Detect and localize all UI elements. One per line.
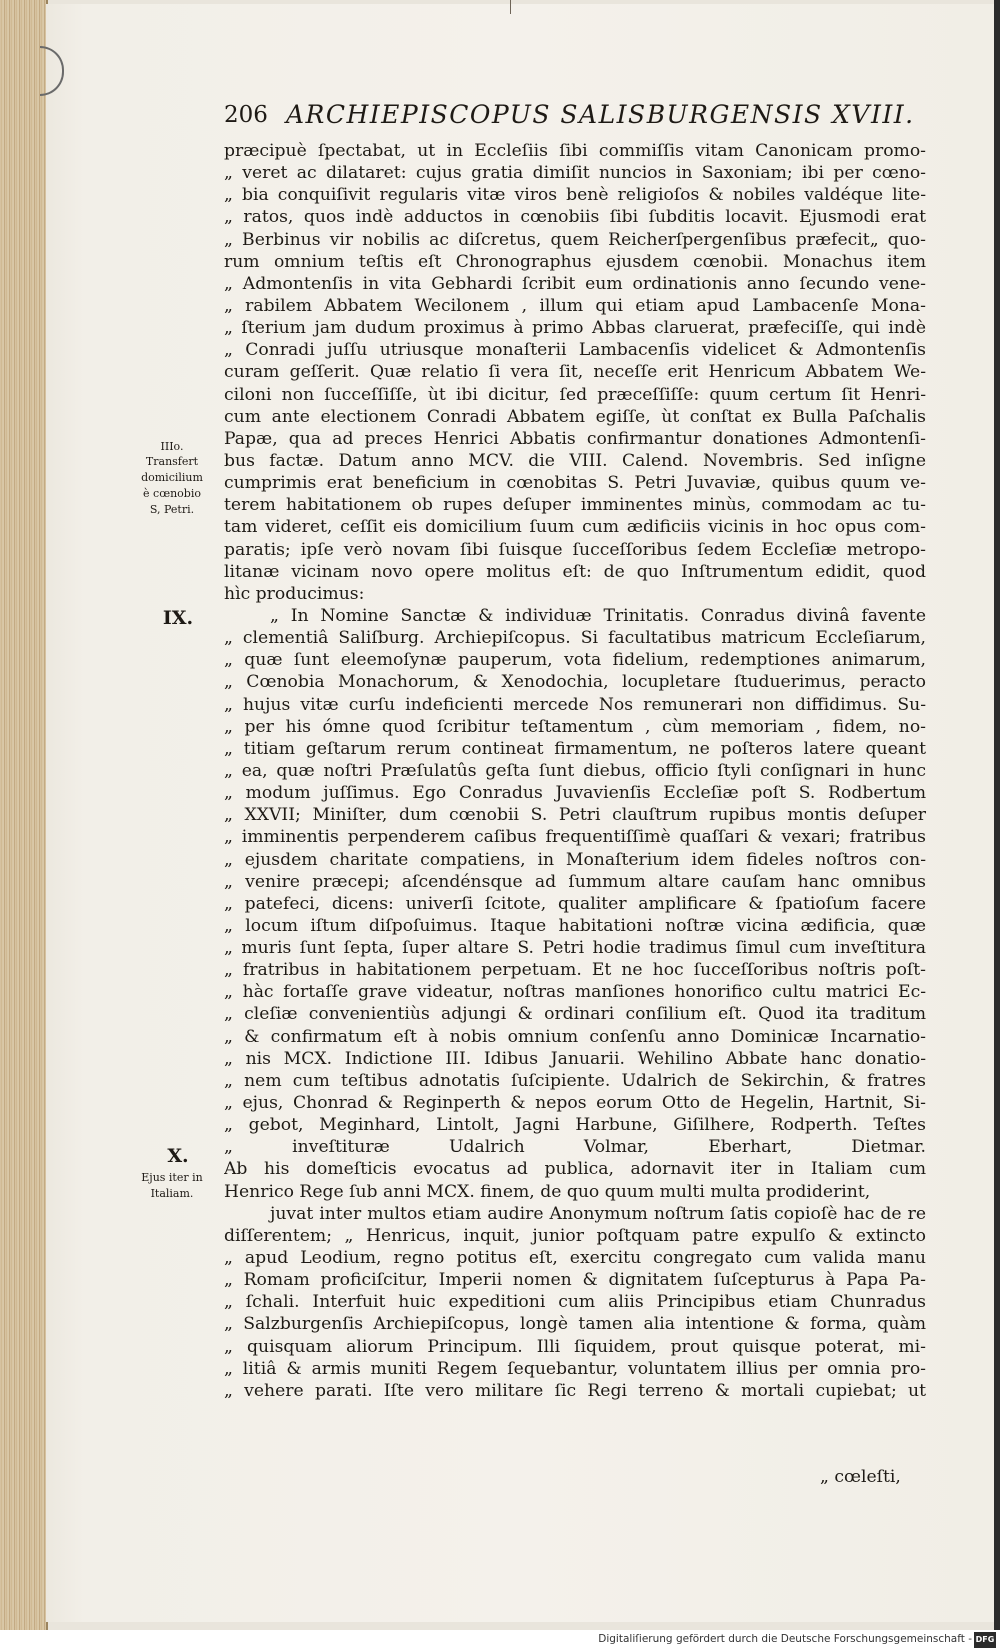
margin-note-line: Ejus iter in xyxy=(141,1171,203,1184)
text-line: Ab his domeſticis evocatus ad publica, adornavit iter in Italiam cum xyxy=(224,1159,926,1180)
margin-note-number: IIIo. xyxy=(160,440,184,453)
text-line: Henrico Rege ſub anni MCX. finem, de quo quum multi multa prodiderint, xyxy=(224,1181,871,1202)
text-line: „ In Nomine Sanctæ & individuæ Trinitatis. Conradus divinâ favente xyxy=(270,605,926,626)
text-line: præcipuè ſpectabat, ut in Eccleſiis ſibi commiſſis vitam Canonicam promo- xyxy=(224,141,926,161)
text-line: „ ejus, Chonrad & Reginperth & nepos eorum Otto de Hegelin, Hartnit, Si- xyxy=(224,1093,926,1114)
text-line: „ venire præcepi; aſcendénsque ad ſummum altare cauſam hanc omnibus xyxy=(224,871,926,892)
text-line: „ ratos, quos indè adductos in cœnobiis ſibi ſubditis locavit. Ejusmodi erat xyxy=(224,207,926,228)
text-line: „ ſterium jam dudum proximus à primo Abbas claruerat, præfeciſſe, qui indè xyxy=(224,318,926,339)
text-line: „ Romam proficiſcitur, Imperii nomen & dignitatem ſuſcepturus à Papa Pa- xyxy=(224,1270,926,1291)
margin-note-line: domicilium xyxy=(141,471,203,484)
text-line: tam videret, ceſſit eis domicilium ſuum cum ædificiis vicinis in hoc opus com- xyxy=(224,517,926,538)
text-line: „ & confirmatum eſt à nobis omnium conſenſu anno Dominicæ Incarnatio- xyxy=(224,1026,926,1047)
text-line: „ Conradi juſſu utriusque monaſterii Lambacenſis videlicet & Admontenſis xyxy=(224,340,926,361)
text-line: terem habitationem ob rupes deſuper imminentes minùs, commodam ac tu- xyxy=(224,495,926,516)
text-line: „ gebot, Meginhard, Lintolt, Jagni Harbune, Giſilhere, Rodperth. Teſtes xyxy=(224,1115,926,1136)
text-line: „ rabilem Abbatem Wecilonem , illum qui etiam apud Lambacenſe Mona- xyxy=(224,295,926,316)
text-line: „ quisquam aliorum Principum. Illi ſiquidem, prout quisque poterat, mi- xyxy=(224,1336,926,1357)
text-line: „ ejusdem charitate compatiens, in Monaſterium idem fideles noſtros con- xyxy=(224,849,926,870)
text-line: „ vehere parati. Iſte vero militare ſic Regi terreno & mortali cupiebat; ut xyxy=(224,1380,926,1401)
page-number: 206 xyxy=(224,102,268,128)
text-line: „ per his ómne quod ſcribitur teſtamentum , cùm memoriam , fidem, no- xyxy=(224,716,926,737)
text-line: „ modum juſſimus. Ego Conradus Juvavienſis Eccleſiæ poſt S. Rodbertum xyxy=(224,783,926,804)
text-line: „ locum iſtum diſpoſuimus. Itaque habitationi noſtræ vicina ædificia, quæ xyxy=(224,915,926,936)
dfg-logo: DFG xyxy=(974,1632,996,1648)
text-line: „ XXVII; Miniſter, dum cœnobii S. Petri clauſtrum rupibus montis deſuper xyxy=(224,805,926,826)
body-text xyxy=(224,140,926,1402)
text-line: „ clementiâ Saliſburg. Archiepiſcopus. Si facultatibus matricum Eccleſiarum, xyxy=(224,628,926,649)
text-line: „ hujus vitæ curſu indeficienti mercede Nos remunerari non diffidimus. Su- xyxy=(224,694,926,715)
text-line: diſſerentem; „ Henricus, inquit, junior poſtquam patre expulſo & extincto xyxy=(224,1225,926,1246)
text-line: cumprimis erat beneficium in cœnobitas S. Petri Juvaviæ, quibus quum ve- xyxy=(224,473,926,494)
text-line: „ veret ac dilataret: cujus gratia dimiſit nuncios in Saxoniam; ibi per cœno- xyxy=(224,163,926,184)
margin-note-line: S, Petri. xyxy=(149,503,195,516)
text-line: „ titiam geſtarum rerum contineat firmamentum, ne poſteros latere queant xyxy=(224,738,926,759)
footer-bar xyxy=(0,1630,1000,1652)
section-number-x: X. xyxy=(167,1145,189,1167)
scan-right-edge xyxy=(994,0,1000,1630)
text-line: hìc producimus: xyxy=(224,583,365,604)
text-line: „ apud Leodium, regno potitus eſt, exercitu congregato cum valida manu xyxy=(224,1248,926,1269)
text-line: „ nis MCX. Indictione III. Idibus Januarii. Wehilino Abbate hanc donatio- xyxy=(224,1048,926,1069)
text-line: „ hàc fortaſſe grave videatur, noſtras manſiones honorifico cultu matrici Ec- xyxy=(224,982,926,1003)
margin-note-line: Transfert xyxy=(145,455,199,468)
text-line: „ cleſiæ convenientiùs adjungi & ordinari conſilium eſt. Quod ita traditum xyxy=(224,1004,926,1025)
text-line: paratis; ipſe verò novam ſibi ſuisque ſucceſſoribus ſedem Eccleſiæ metropo- xyxy=(224,539,926,560)
text-line: „ Berbinus vir nobilis ac diſcretus, quem Reicherſpergenſibus præfecit„ quo- xyxy=(224,229,926,250)
text-line: „ nem cum teſtibus adnotatis ſuſcipiente. Udalrich de Sekirchin, & fratres xyxy=(224,1070,926,1091)
text-line: „ inveſtituræ Udalrich Volmar, Eberhart, Dietmar. xyxy=(224,1137,926,1158)
text-line: „ ſchali. Interfuit huic expeditioni cum aliis Principibus etiam Chunradus xyxy=(224,1292,926,1313)
section-number-ix: IX. xyxy=(162,607,194,629)
text-line: „ imminentis perpenderem caſibus frequentiſſimè quaſſari & vexari; fratribus xyxy=(224,827,926,848)
text-line: juvat inter multos etiam audire Anonymum noſtrum ſatis copioſè hac de re xyxy=(270,1203,926,1224)
text-line: cum ante electionem Conradi Abbatem egiſſe, ùt conſtat ex Bulla Paſchalis xyxy=(224,406,926,427)
margin-note-line: Italiam. xyxy=(150,1187,194,1200)
text-line: rum omnium teſtis eſt Chronographus ejusdem cœnobii. Monachus item xyxy=(224,251,926,272)
text-line: „ Salzburgenſis Archiepiſcopus, longè tamen alia intentione & forma, quàm xyxy=(224,1314,926,1335)
catchword: „ cœleſti, xyxy=(820,1467,901,1487)
digitization-credit: Digitaliſierung gefördert durch die Deutsche Forschungsgemeinschaft - xyxy=(598,1633,972,1645)
text-line: „ Cœnobia Monachorum, & Xenodochia, locupletare ſtuduerimus, peracto xyxy=(224,672,926,693)
text-line: curam geſſerit. Quæ relatio ſi vera ſit, neceſſe erit Henricum Abbatem We- xyxy=(224,362,926,383)
page-header xyxy=(224,100,924,140)
text-line: „ patefeci, dicens: univerſi ſcitote, qualiter amplificare & ſpatioſum facere xyxy=(224,893,926,914)
book-page-edges xyxy=(0,0,48,1630)
running-head: ARCHIEPISCOPUS SALISBURGENSIS XVIII. xyxy=(286,100,915,129)
fold-mark xyxy=(510,0,511,14)
text-line: „ quæ ſunt eleemoſynæ pauperum, vota fidelium, redemptiones animarum, xyxy=(224,650,926,671)
text-line: „ litiâ & armis muniti Regem ſequebantur, voluntatem illius per omnia pro- xyxy=(224,1358,926,1379)
text-line: „ Admontenſis in vita Gebhardi ſcribit eum ordinationis anno ſecundo vene- xyxy=(224,273,926,294)
text-line: ciloni non ſucceſſiſſe, ùt ibi dicitur, ſed præceſſiſſe: quum certum ſit Henri- xyxy=(224,384,926,405)
text-line: „ bia conquiſivit regularis vitæ viros benè religioſos & nobiles valdéque lite- xyxy=(224,185,926,206)
text-line: bus factæ. Datum anno MCV. die VIII. Calend. Novembris. Sed inſigne xyxy=(224,450,926,471)
text-line: „ muris ſunt ſepta, ſuper altare S. Petri hodie tradimus ſimul cum inveſtitura xyxy=(224,938,926,959)
text-line: litanæ vicinam novo opere molitus eſt: de quo Inſtrumentum edidit, quod xyxy=(224,561,926,582)
text-line: „ ea, quæ noſtri Præſulatûs geſta ſunt diebus, officio ſtyli conſignari in hunc xyxy=(224,760,926,781)
text-line: Papæ, qua ad preces Henrici Abbatis confirmantur donationes Admontenſi- xyxy=(224,428,926,449)
margin-note-line: è cœnobio xyxy=(143,487,201,500)
text-line: „ fratribus in habitationem perpetuam. Et ne hoc ſucceſſoribus noſtris poſt- xyxy=(224,960,926,981)
